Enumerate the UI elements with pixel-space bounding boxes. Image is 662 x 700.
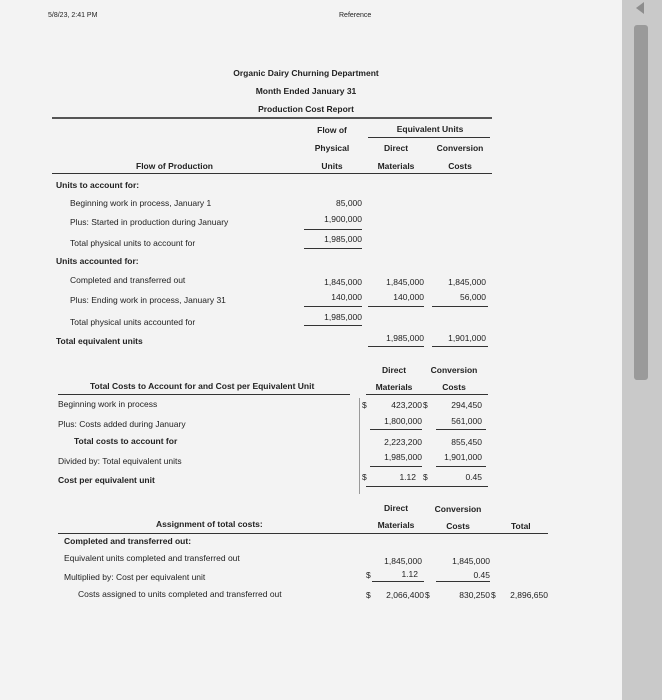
assign-mult-cc-rule [436, 581, 490, 582]
total-equivalent-cc-rule [432, 346, 488, 347]
costs-divided-dm: 1,985,000 [384, 452, 422, 462]
ending-physical-rule [304, 306, 362, 307]
assignment-title: Assignment of total costs: [156, 519, 263, 529]
costs-added-cc: 561,000 [451, 416, 482, 426]
costs-row-beginning: Beginning work in process [58, 399, 158, 409]
col-flow-of-production: Flow of Production [136, 161, 213, 171]
col-costs: Costs [448, 161, 472, 171]
dollar-sign: $ [362, 400, 367, 410]
row-total-to-account: Total physical units to account for [70, 238, 196, 248]
assign-completed-heading: Completed and transferred out: [64, 536, 192, 546]
assign-col-costs: Costs [446, 521, 470, 531]
costs-col-costs: Costs [442, 382, 466, 392]
assign-equiv-dm: 1,845,000 [384, 556, 422, 566]
total-to-account-physical: 1,985,000 [324, 234, 362, 244]
print-timestamp: 5/8/23, 2:41 PM [48, 12, 98, 19]
costs-col-direct: Direct [381, 365, 407, 375]
units-accounted-heading: Units accounted for: [56, 256, 139, 266]
col-materials: Materials [377, 161, 415, 171]
total-equivalent-dm-rule [368, 346, 424, 347]
costs-title-rule [58, 394, 350, 395]
costs-cpu-rule [366, 486, 488, 487]
assign-col-conversion: Conversion [434, 504, 482, 514]
ending-dm-rule [368, 306, 424, 307]
costs-row-total: Total costs to account for [74, 436, 178, 446]
row-total-accounted: Total physical units accounted for [70, 317, 196, 327]
total-accounted-physical: 1,985,000 [324, 312, 362, 322]
scrollbar-thumb[interactable] [634, 25, 648, 380]
costs-col-materials: Materials [375, 382, 413, 392]
row-started: Plus: Started in production during January [70, 217, 229, 227]
vertical-scrollbar[interactable] [622, 0, 662, 700]
assign-col-materials: Materials [377, 520, 415, 530]
costs-cpu-dm: 1.12 [399, 472, 416, 482]
scroll-up-arrow-icon[interactable] [636, 2, 644, 14]
costs-row-added: Plus: Costs added during January [58, 419, 186, 429]
costs-beginning-dm: 423,200 [391, 400, 422, 410]
header-rule [52, 173, 492, 174]
costs-divided-dm-rule [370, 466, 422, 467]
title-rule [52, 117, 492, 119]
costs-added-dm: 1,800,000 [384, 416, 422, 426]
col-equivalent-units: Equivalent Units [396, 124, 464, 134]
ending-dm: 140,000 [393, 292, 424, 302]
costs-beginning-cc: 294,450 [451, 400, 482, 410]
costs-added-cc-rule [436, 429, 486, 430]
dollar-sign: $ [366, 570, 371, 580]
dollar-sign: $ [366, 590, 371, 600]
costs-divided-cc-rule [436, 466, 486, 467]
costs-left-border [359, 398, 360, 494]
costs-added-dm-rule [370, 429, 422, 430]
ending-cc: 56,000 [460, 292, 486, 302]
assign-row-assigned: Costs assigned to units completed and transferred out [78, 589, 282, 599]
beginning-wip-physical: 85,000 [336, 198, 362, 208]
assign-mult-cc: 0.45 [473, 570, 490, 580]
assign-mult-dm: 1.12 [401, 569, 418, 579]
assign-col-direct: Direct [383, 503, 409, 513]
page-header-title: Reference [339, 12, 372, 19]
costs-col-conversion: Conversion [430, 365, 478, 375]
assign-equiv-cc: 1,845,000 [452, 556, 490, 566]
completed-physical: 1,845,000 [324, 277, 362, 287]
costs-header-rule [366, 394, 488, 395]
col-conversion: Conversion [436, 143, 484, 153]
assign-col-total: Total [511, 521, 531, 531]
report-period: Month Ended January 31 [255, 86, 357, 96]
dollar-sign: $ [423, 400, 428, 410]
col-flow-2: Physical [314, 143, 350, 153]
costs-divided-cc: 1,901,000 [444, 452, 482, 462]
col-flow-1: Flow of [317, 125, 347, 135]
report-company: Organic Dairy Churning Department [233, 68, 379, 78]
total-accounted-rule [304, 325, 362, 326]
dollar-sign: $ [423, 472, 428, 482]
costs-total-dm: 2,223,200 [384, 437, 422, 447]
costs-row-divided: Divided by: Total equivalent units [58, 456, 182, 466]
row-completed: Completed and transferred out [70, 275, 186, 285]
assign-assigned-cc: 830,250 [459, 590, 490, 600]
completed-dm: 1,845,000 [386, 277, 424, 287]
report-title: Production Cost Report [258, 104, 354, 114]
dollar-sign: $ [362, 472, 367, 482]
ending-cc-rule [432, 306, 488, 307]
assign-assigned-dm: 2,066,400 [386, 590, 424, 600]
row-total-equivalent: Total equivalent units [56, 336, 143, 346]
completed-cc: 1,845,000 [448, 277, 486, 287]
assign-row-equiv: Equivalent units completed and transferred out [64, 553, 240, 563]
row-beginning-wip: Beginning work in process, January 1 [70, 198, 212, 208]
costs-total-cc: 855,450 [451, 437, 482, 447]
dollar-sign: $ [425, 590, 430, 600]
started-rule [304, 229, 362, 230]
total-equivalent-dm: 1,985,000 [386, 333, 424, 343]
assign-row-multiplied: Multiplied by: Cost per equivalent unit [64, 572, 206, 582]
units-to-account-heading: Units to account for: [56, 180, 140, 190]
costs-section-title: Total Costs to Account for and Cost per Equivalent Unit [90, 381, 315, 391]
total-to-account-rule [304, 248, 362, 249]
assign-assigned-total: 2,896,650 [510, 590, 548, 600]
total-equivalent-cc: 1,901,000 [448, 333, 486, 343]
equiv-units-rule [368, 137, 490, 138]
ending-physical: 140,000 [331, 292, 362, 302]
started-physical: 1,900,000 [324, 214, 362, 224]
assign-mult-dm-rule [372, 581, 424, 582]
col-flow-3: Units [321, 161, 343, 171]
col-direct: Direct [383, 143, 409, 153]
costs-row-cpu: Cost per equivalent unit [58, 475, 155, 485]
row-ending-wip: Plus: Ending work in process, January 31 [70, 295, 226, 305]
assignment-header-rule [58, 533, 548, 534]
costs-cpu-cc: 0.45 [465, 472, 482, 482]
dollar-sign: $ [491, 590, 496, 600]
